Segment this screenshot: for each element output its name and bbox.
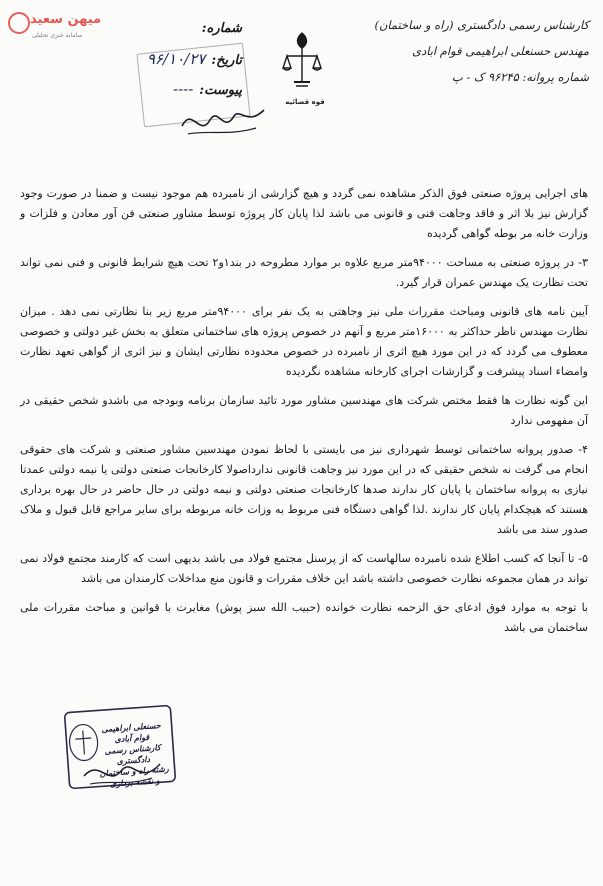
paragraph-5: ۴- صدور پروانه ساختمانی توسط شهرداری نیز می بایستی با لحاظ نمودن مهندسین مشاور صنعتی و شرکت های حقوقی انجام می گرفت نه شخص حقیقی که در این مورد نیز وجاهت قانونی ندارداصولا کارخانجات صنعتی دولتی یا نیمه دولتی عمدتا نیازی به پروانه ساختمان یا پایان کار ندارند صدها کارخانجات صنعتی دولتی و نیمه دولتی در حال حاضر در حال بهره برداری هستند که هیچکدام پایان کار ندارند .لذا گواهی دستگاه فنی مربوط به وزات خانه مربوطه برای سایر مراجع قابل قبول و ملاک صدور سند می باشد bbox=[20, 443, 588, 536]
paragraph-1: های اجرایی پروژه صنعتی فوق الذکر مشاهده نمی گردد و هیچ گزارشی از نامبرده هم موجود نیست و ضمنا در صورت وجود گزارش نیز بلا اثر و فاقد وجاهت فنی و قانونی می باشد لذا پایان کار پروژه توسط مشاور صنعتی فن آور معادن و فلزات و وزارت خانه مر بوطه گواهی گردیده bbox=[20, 187, 588, 240]
judiciary-emblem-icon bbox=[282, 30, 322, 92]
date-value: ۹۶/۱۰/۲۷ bbox=[146, 50, 206, 68]
paragraph-6: ۵- تا آنجا که کسب اطلاع شده نامبرده سالهاست که از پرسنل مجتمع فولاد می باشد بدیهی است که کارمند مجتمع فولاد نمی تواند در همان مجموعه نظارت خصوصی داشته باشد این خلاف مقررات و قانون منع مداخلات کارمندان می باشد bbox=[20, 552, 588, 585]
letter-body bbox=[20, 184, 588, 647]
attachment-value: ---- bbox=[173, 80, 194, 98]
watermark-logo-icon bbox=[8, 12, 30, 34]
signature-bottom-icon bbox=[82, 752, 162, 792]
stamp-line-2: کارشناس رسمی دادگستری bbox=[104, 742, 161, 767]
stamp-line-3: رشته راه و ساختمان و نقشه برداری bbox=[99, 763, 169, 789]
paragraph-4: این گونه نظارت ها فقط مختص شرکت های مهندسین مشاور مورد تائید سازمان برنامه وبودجه می باشدو شخص حقیقی در آن مفهومی ندارد bbox=[20, 394, 588, 427]
signature-top-icon bbox=[178, 96, 268, 146]
stamp-line-1: حسنعلی ابراهیمی قوام آبادی bbox=[101, 720, 162, 745]
paragraph-3: آیین نامه های قانونی ومباحث مقررات ملی نیز وجاهتی به یک نفر برای ۹۴۰۰۰متر مربع زیر بنا نظارتی نمی دهد . میزان نظارت مهندس ناظر حداکثر به ۱۶۰۰۰متر مربع و آنهم در خصوص پروژه های ساختمانی متعلق به بخش غیر دولتی و خصوصی معطوف می گردد که در این مورد هیچ اثری از نامبرده در خصوص محدوده نظارتی ایشان و نیز اثری از گواهی تعهد نظارت وامضاء اسناد پیشرفت و گزارشات اجرای کارخانه مشاهده نگردیده bbox=[20, 305, 588, 378]
date-label: تاریخ: bbox=[211, 53, 242, 68]
letterhead bbox=[374, 12, 589, 90]
watermark-subtitle: سامانه خبری تحلیلی bbox=[32, 32, 83, 39]
reference-number-row bbox=[92, 14, 242, 44]
letterhead-license: شماره پروانه: ۹۶۲۴۵ ک - پ bbox=[451, 70, 589, 84]
letterhead-title: کارشناس رسمی دادگستری (راه و ساختمان) bbox=[374, 18, 589, 32]
letterhead-name: مهندس حسنعلی ابراهیمی قوام ابادی bbox=[412, 44, 589, 58]
paragraph-7: با توجه به موارد فوق ادعای حق الزحمه نظارت خوانده (حبیب الله سبز پوش) مغایرت با قوانین و مباحث مقررات ملی ساختمان می باشد bbox=[20, 601, 588, 634]
watermark-title: میهن سعید bbox=[30, 12, 102, 27]
paragraph-2: ۳- در پروژه صنعتی به مساحت ۹۴۰۰۰متر مربع علاوه بر موارد مطروحه در بند۱و۲ تحت هیچ شرایط قانونی و فنی نمی تواند تحت نظارت یک مهندس عمران قرار گیرد. bbox=[20, 256, 589, 289]
emblem-label: قوه قضائیه bbox=[285, 98, 325, 106]
attachment-label: پیوست: bbox=[199, 83, 242, 98]
reference-number-label: شماره: bbox=[201, 21, 242, 36]
